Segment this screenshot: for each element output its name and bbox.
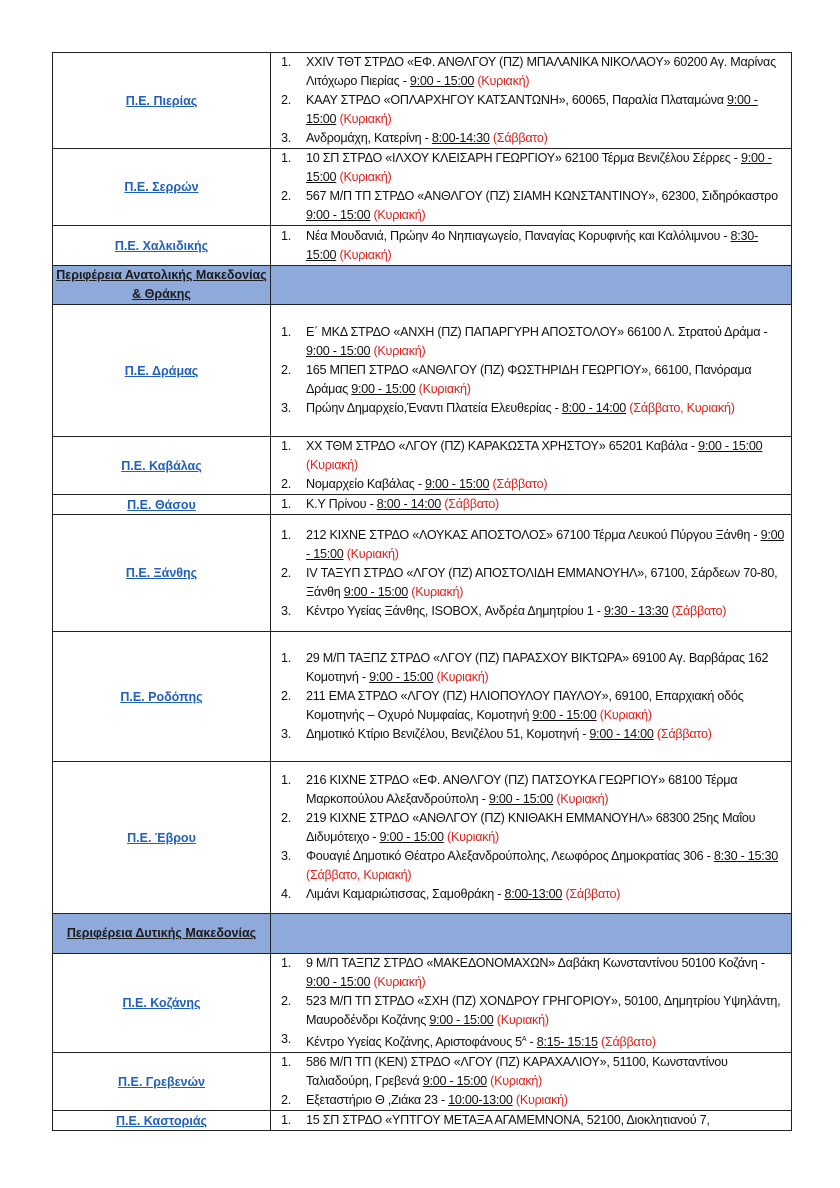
location-list (271, 526, 791, 621)
location-list (271, 53, 791, 148)
location-text: 29 Μ/Π ΤΑΞΠΖ ΣΤΡΔΟ «ΛΓΟΥ (ΠΖ) ΠΑΡΑΣΧΟΥ ΒΙΚΤΩΡΑ» 69100 Αγ. Βαρβάρας 162 Κομοτηνή - (306, 651, 769, 684)
unit-cell (53, 632, 271, 762)
opening-hours: 9:00 - 15:00 (343, 584, 408, 599)
day-label: (Κυριακή) (443, 830, 499, 844)
item-number: 1. (281, 228, 292, 243)
locations-cell (271, 149, 792, 226)
location-list (271, 227, 791, 265)
region-name: Περιφέρεια Ανατολικής Μακεδονίας & Θράκης (56, 268, 267, 301)
opening-hours: 9:00 - 15:00 (306, 151, 772, 184)
location-text: 15 ΣΠ ΣΤΡΔΟ «ΥΠΤΓΟΥ ΜΕΤΑΞΑ ΑΓΑΜΕΜΝΟΝΑ, 52100, Διοκλητιανού 7, (306, 1113, 710, 1128)
day-label: (Κυριακή) (493, 1013, 549, 1027)
list-item (271, 149, 791, 187)
day-label: (Κυριακή) (486, 1074, 543, 1089)
opening-hours: 8:00-13:00 (504, 887, 563, 901)
unit-cell (53, 266, 271, 305)
unit-cell (53, 1053, 271, 1111)
location-text: 216 ΚΙΧΝΕ ΣΤΡΔΟ «ΕΦ. ΑΝΘΛΓΟΥ (ΠΖ) ΠΑΤΣΟΥΚΑ ΓΕΩΡΓΙΟΥ» 68100 Τέρμα Μαρκοπούλου Αλεξανδρούπολη - (306, 773, 738, 806)
location-text: 567 Μ/Π ΤΠ ΣΤΡΔΟ «ΑΝΘΛΓΟΥ (ΠΖ) ΣΙΑΜΗ ΚΩΝΣΤΑΝΤΙΝΟΥ», 62300, Σιδηρόκαστρο (306, 189, 778, 203)
item-number: 3. (281, 1032, 292, 1046)
location-text: 211 ΕΜΑ ΣΤΡΔΟ «ΛΓΟΥ (ΠΖ) ΗΛΙΟΠΟΥΛΟΥ ΠΑΥΛΟΥ», 69100, Επαρχιακή οδός Κομοτηνής – Οχυρό Νυμφαίας, Κομοτηνή (306, 689, 744, 722)
list-item (271, 992, 791, 1030)
unit-cell (53, 149, 271, 226)
day-label: (Κυριακή) (512, 1093, 568, 1108)
list-item (271, 725, 791, 744)
opening-hours: 8:00 - 14:00 (561, 401, 627, 415)
opening-hours: 9:00 - 14:00 (589, 727, 654, 741)
location-list (271, 771, 791, 904)
list-item (271, 187, 791, 225)
list-item (271, 475, 791, 494)
day-label: (Κυριακή) (415, 382, 471, 396)
superscript: Α (521, 1036, 527, 1043)
item-number: 2. (281, 994, 292, 1008)
location-list (271, 649, 791, 744)
table-row (53, 515, 792, 632)
opening-hours: 9:00 - 15:00 (488, 792, 554, 806)
location-text: Πρώην Δημαρχείο,Έναντι Πλατεία Ελευθερίας - (306, 401, 562, 415)
table-row (53, 1053, 792, 1111)
day-label: (Σάββατο) (597, 1035, 656, 1050)
unit-cell (53, 305, 271, 437)
location-text: Κέντρο Υγείας Ξάνθης, ISOBOX, Ανδρέα Δημητρίου 1 - (306, 603, 604, 618)
list-item (271, 437, 791, 475)
locations-cell (271, 914, 792, 954)
table-row (53, 305, 792, 437)
list-item (271, 323, 791, 361)
opening-hours: 8:00 - 14:00 (376, 497, 441, 511)
item-number: 3. (281, 401, 292, 415)
region-name: Περιφέρεια Δυτικής Μακεδονίας (66, 926, 257, 940)
table-row (53, 437, 792, 495)
item-number: 1. (281, 55, 292, 69)
day-label: (Κυριακή) (408, 584, 464, 599)
location-list (271, 149, 791, 225)
unit-link[interactable]: Π.Ε. Καβάλας (121, 458, 202, 473)
list-item (271, 687, 791, 725)
region-header-row (53, 266, 792, 305)
locations-cell (271, 954, 792, 1053)
unit-link[interactable]: Π.Ε. Γρεβενών (118, 1074, 205, 1089)
item-number: 3. (281, 727, 292, 741)
locations-cell (271, 1111, 792, 1131)
list-item (271, 129, 791, 148)
locations-cell (271, 305, 792, 437)
day-label: (Κυριακή) (306, 458, 358, 472)
location-text: 523 Μ/Π ΤΠ ΣΤΡΔΟ «ΣΧΗ (ΠΖ) ΧΟΝΔΡΟΥ ΓΡΗΓΟΡΙΟΥ», 50100, Δημητρίου Υψηλάντη, Μαυροδένδρι Κοζάνης (306, 994, 781, 1027)
list-item (271, 1053, 791, 1091)
unit-cell (53, 762, 271, 914)
location-text: 586 Μ/Π ΤΠ (ΚΕΝ) ΣΤΡΔΟ «ΛΓΟΥ (ΠΖ) ΚΑΡΑΧΑΛΙΟΥ», 51100, Κωνσταντίνου Ταλιαδούρη, Γρεβενά (306, 1055, 728, 1089)
unit-link[interactable]: Π.Ε. Δράμας (124, 363, 199, 378)
location-text: XXIV ΤΘΤ ΣΤΡΔΟ «ΕΦ. ΑΝΘΛΓΟΥ (ΠΖ) ΜΠΑΛΑΝΙΚΑ ΝΙΚΟΛΑΟΥ» 60200 Αγ. Μαρίνας Λιτόχωρο Πιερίας - (306, 55, 776, 88)
item-number: 3. (281, 131, 292, 145)
day-label: (Κυριακή) (596, 708, 652, 722)
item-number: 1. (281, 439, 292, 453)
day-label: (Κυριακή) (336, 170, 392, 184)
location-text: Φουαγιέ Δημοτικό Θέατρο Αλεξανδρούπολης, Λεωφόρος Δημοκρατίας 306 - (306, 849, 714, 863)
unit-link[interactable]: Π.Ε. Κοζάνης (122, 996, 201, 1011)
day-label: (Κυριακή) (370, 344, 426, 358)
unit-link[interactable]: Π.Ε. Έβρου (127, 830, 196, 845)
day-label: (Κυριακή) (433, 670, 489, 684)
list-item (271, 809, 791, 847)
locations-cell (271, 437, 792, 495)
location-list (271, 954, 791, 1052)
list-item (271, 53, 791, 91)
locations-cell (271, 495, 792, 515)
list-item (271, 602, 791, 621)
day-label: (Κυριακή) (370, 208, 426, 222)
list-item (271, 771, 791, 809)
locations-cell (271, 632, 792, 762)
item-number: 1. (281, 651, 292, 665)
opening-hours: 9:00 - 15:00 (306, 975, 371, 989)
unit-cell (53, 226, 271, 266)
item-number: 1. (281, 1055, 292, 1070)
location-list (271, 1111, 791, 1130)
locations-cell (271, 515, 792, 632)
unit-link[interactable]: Π.Ε. Ροδόπης (120, 689, 203, 704)
unit-cell (53, 914, 271, 954)
list-item (271, 564, 791, 602)
unit-link[interactable]: Π.Ε. Σερρών (124, 180, 199, 194)
location-text: Κ.Υ Πρίνου - (306, 497, 377, 511)
day-label: (Σάββατο) (562, 887, 621, 901)
item-number: 4. (281, 887, 292, 901)
item-number: 1. (281, 527, 292, 542)
unit-link[interactable]: Π.Ε. Πιερίας (125, 93, 198, 108)
unit-cell (53, 1111, 271, 1131)
locations-cell (271, 762, 792, 914)
location-text: 10 ΣΠ ΣΤΡΔΟ «ΙΛΧΟΥ ΚΛΕΙΣΑΡΗ ΓΕΩΡΓΙΟΥ» 62100 Τέρμα Βενιζέλου Σέρρες - (306, 151, 741, 165)
opening-hours: 8:00-14:30 (431, 131, 490, 145)
item-number: 1. (281, 151, 292, 165)
opening-hours: 9:00 - 15:00 (369, 670, 434, 684)
location-text: Δημοτικό Κτίριο Βενιζέλου, Βενιζέλου 51, Κομοτηνή - (306, 727, 590, 741)
unit-link[interactable]: Π.Ε. Ξάνθης (125, 566, 198, 580)
location-text: Εξεταστήριο Θ ,Ζιάκα 23 - (306, 1093, 449, 1108)
opening-hours: 8:30 - 15:30 (713, 849, 779, 863)
list-item (271, 1030, 791, 1052)
location-text: 9 Μ/Π ΤΑΞΠΖ ΣΤΡΔΟ «ΜΑΚΕΔΟΝΟΜΑΧΩΝ» Δαβάκη Κωνσταντίνου 50100 Κοζάνη - (306, 956, 765, 970)
locations-cell (271, 53, 792, 149)
table-row (53, 226, 792, 266)
location-text: Λιμάνι Καμαριώτισσας, Σαμοθράκη - (306, 887, 505, 901)
day-label: (Σάββατο) (489, 131, 548, 145)
list-item (271, 361, 791, 399)
item-number: 2. (281, 93, 292, 107)
locations-cell (271, 226, 792, 266)
schedule-table (52, 52, 792, 1131)
table-row (53, 1111, 792, 1131)
item-number: 1. (281, 1113, 292, 1128)
region-header-row (53, 914, 792, 954)
item-number: 2. (281, 565, 292, 580)
list-item (271, 885, 791, 904)
location-list (271, 437, 791, 494)
location-text: Κέντρο Υγείας Κοζάνης, Αριστοφάνους 5 (306, 1035, 522, 1050)
item-number: 2. (281, 811, 292, 825)
unit-link[interactable]: Π.Ε. Καστοριάς (115, 1113, 207, 1128)
table-row (53, 762, 792, 914)
opening-hours: 9:30 - 13:30 (604, 603, 669, 618)
opening-hours: 10:00-13:00 (448, 1093, 513, 1108)
day-label: (Κυριακή) (553, 792, 609, 806)
locations-cell (271, 266, 792, 305)
location-text: 212 ΚΙΧΝΕ ΣΤΡΔΟ «ΛΟΥΚΑΣ ΑΠΟΣΤΟΛΟΣ» 67100 Τέρμα Λευκού Πύργου Ξάνθη - (306, 527, 761, 542)
day-label: (Σάββατο) (440, 497, 500, 511)
locations-cell (271, 1053, 792, 1111)
opening-hours: 8:15- 15:15 (536, 1035, 598, 1050)
opening-hours: 8:30-15:00 (306, 228, 758, 262)
location-text: ΚΑΑΥ ΣΤΡΔΟ «ΟΠΛΑΡΧΗΓΟΥ ΚΑΤΣΑΝΤΩΝΗ», 60065, Παραλία Πλαταμώνα (306, 93, 728, 107)
day-label: (Κυριακή) (336, 247, 392, 262)
item-number: 2. (281, 189, 292, 203)
location-text: Ανδρομάχη, Κατερίνη - (306, 131, 432, 145)
item-number: 1. (281, 497, 292, 511)
list-item (271, 847, 791, 885)
opening-hours: 9:00 - 15:00 (422, 1074, 487, 1089)
opening-hours: 9:00 - 15:00 (425, 477, 490, 491)
location-list (271, 495, 791, 514)
opening-hours: 9:00 - 15:00 (532, 708, 597, 722)
day-label: (Κυριακή) (343, 546, 399, 561)
table-row (53, 53, 792, 149)
unit-cell (53, 53, 271, 149)
opening-hours: 9:00 - 15:00 (306, 344, 371, 358)
unit-cell (53, 515, 271, 632)
unit-cell (53, 495, 271, 515)
list-item (271, 227, 791, 265)
list-item (271, 495, 791, 514)
opening-hours: 9:00 - 15:00 (698, 439, 763, 453)
list-item (271, 1111, 791, 1130)
item-number: 2. (281, 477, 292, 491)
list-item (271, 91, 791, 129)
location-text: Νέα Μουδανιά, Πρώην 4ο Νηπιαγωγείο, Παναγίας Κορυφινής και Καλόλιμνου - (306, 228, 731, 243)
location-text: ΧΧ ΤΘΜ ΣΤΡΔΟ «ΛΓΟΥ (ΠΖ) ΚΑΡΑΚΩΣΤΑ ΧΡΗΣΤΟΥ» 65201 Καβάλα - (306, 439, 699, 453)
opening-hours: 9:00 - 15:00 (351, 382, 416, 396)
item-number: 2. (281, 1093, 292, 1108)
day-label: (Σάββατο, Κυριακή) (306, 868, 412, 882)
day-label: (Κυριακή) (336, 112, 392, 126)
opening-hours: 9:00 - 15:00 (409, 74, 475, 88)
day-label: (Σάββατο) (653, 727, 712, 741)
list-item (271, 399, 791, 418)
list-item (271, 649, 791, 687)
item-number: 3. (281, 603, 292, 618)
unit-cell (53, 437, 271, 495)
list-item (271, 1091, 791, 1110)
item-number: 1. (281, 956, 292, 970)
day-label: (Σάββατο) (489, 477, 548, 491)
location-list (271, 1053, 791, 1110)
opening-hours: 9:00 - 15:00 (306, 93, 758, 126)
location-text: Ε΄ ΜΚΔ ΣΤΡΔΟ «ΑΝΧΗ (ΠΖ) ΠΑΠΑΡΓΥΡΗ ΑΠΟΣΤΟΛΟΥ» 66100 Λ. Στρατού Δράμα - (306, 325, 768, 339)
item-number: 2. (281, 363, 292, 377)
list-item (271, 954, 791, 992)
opening-hours: 9:00 - 15:00 (306, 527, 785, 561)
item-number: 3. (281, 849, 292, 863)
opening-hours: 9:00 - 15:00 (429, 1013, 494, 1027)
list-item (271, 526, 791, 564)
location-text: IV ΤΑΞΥΠ ΣΤΡΔΟ «ΛΓΟΥ (ΠΖ) ΑΠΟΣΤΟΛΙΔΗ ΕΜΜΑΝΟΥΗΛ», 67100, Σάρδεων 70-80, Ξάνθη (306, 565, 778, 599)
unit-link[interactable]: Π.Ε. Χαλκιδικής (114, 238, 209, 253)
unit-cell (53, 954, 271, 1053)
location-text: 219 ΚΙΧΝΕ ΣΤΡΔΟ «ΑΝΘΛΓΟΥ (ΠΖ) ΚΝΙΘΑΚΗ ΕΜΜΑΝΟΥΗΛ» 68300 25ης Μαΐου Διδυμότειχο - (306, 811, 756, 844)
location-text: 165 ΜΠΕΠ ΣΤΡΔΟ «ΑΝΘΛΓΟΥ (ΠΖ) ΦΩΣΤΗΡΙΔΗ ΓΕΩΡΓΙΟΥ», 66100, Πανόραμα Δράμας (306, 363, 752, 396)
table-row (53, 632, 792, 762)
table-row (53, 954, 792, 1053)
item-number: 1. (281, 773, 292, 787)
day-label: (Κυριακή) (474, 74, 530, 88)
table-row (53, 495, 792, 515)
location-text: Νομαρχείο Καβάλας - (306, 477, 426, 491)
table-row (53, 149, 792, 226)
item-number: 1. (281, 325, 292, 339)
location-list (271, 323, 791, 418)
unit-link[interactable]: Π.Ε. Θάσου (127, 497, 196, 512)
day-label: (Σάββατο) (668, 603, 727, 618)
item-number: 2. (281, 689, 292, 703)
opening-hours: 9:00 - 15:00 (379, 830, 444, 844)
day-label: (Σάββατο, Κυριακή) (626, 401, 735, 415)
day-label: (Κυριακή) (370, 975, 426, 989)
location-text-cont: - (526, 1035, 537, 1050)
opening-hours: 9:00 - 15:00 (306, 208, 371, 222)
